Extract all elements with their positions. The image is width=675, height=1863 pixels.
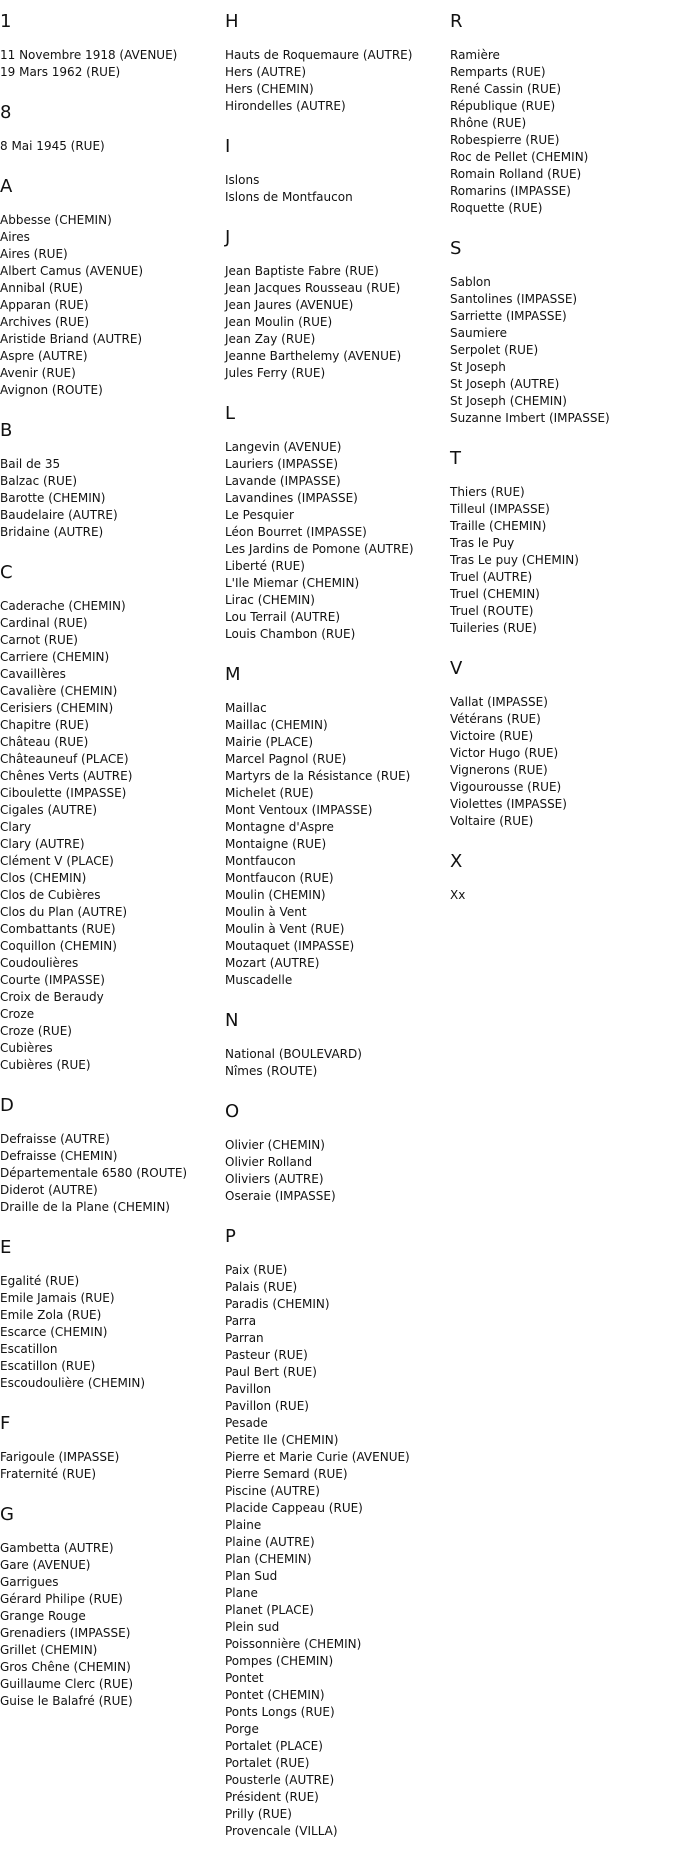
letter-group <box>225 229 445 382</box>
street-link[interactable]: Combattants (RUE) <box>0 922 116 936</box>
street-link[interactable]: Baudelaire (AUTRE) <box>0 508 118 522</box>
street-link[interactable]: Départementale 6580 (ROUTE) <box>0 1166 188 1180</box>
letter-group <box>225 1012 445 1080</box>
letter-group <box>450 660 670 830</box>
letter-group <box>0 1415 220 1483</box>
street-link[interactable]: Vallat (IMPASSE) <box>450 695 548 709</box>
letter-heading: N <box>225 1010 239 1031</box>
street-link[interactable]: Olivier Rolland <box>225 1155 313 1169</box>
street-link[interactable]: Roc de Pellet (CHEMIN) <box>450 150 589 164</box>
street-link[interactable]: Saumiere <box>450 326 508 340</box>
street-link[interactable]: Cavalière (CHEMIN) <box>0 684 118 698</box>
street-link[interactable]: Garrigues <box>0 1575 59 1589</box>
street-link[interactable]: Barotte (CHEMIN) <box>0 491 106 505</box>
street-link[interactable]: Ramière <box>450 48 500 62</box>
street-link[interactable]: Montfaucon (RUE) <box>225 871 334 885</box>
letter-heading: M <box>225 664 241 685</box>
street-link[interactable]: St Joseph <box>450 360 506 374</box>
street-link[interactable]: Aires (RUE) <box>0 247 68 261</box>
street-link[interactable]: Tras Le puy (CHEMIN) <box>450 553 579 567</box>
street-link[interactable]: Albert Camus (AVENUE) <box>0 264 144 278</box>
street-link[interactable]: Tuileries (RUE) <box>450 621 537 635</box>
street-link[interactable]: Defraisse (CHEMIN) <box>0 1149 118 1163</box>
street-link[interactable]: Oseraie (IMPASSE) <box>225 1189 336 1203</box>
street-link[interactable]: Croix de Beraudy <box>0 990 104 1004</box>
street-link[interactable]: Mairie (PLACE) <box>225 735 314 749</box>
street-link[interactable]: Pasteur (RUE) <box>225 1348 308 1362</box>
street-link[interactable]: Parra <box>225 1314 257 1328</box>
letter-heading: I <box>225 136 231 157</box>
street-link[interactable]: Les Jardins de Pomone (AUTRE) <box>225 542 414 556</box>
street-link[interactable]: Vétérans (RUE) <box>450 712 541 726</box>
street-link[interactable]: Pontet (CHEMIN) <box>225 1688 325 1702</box>
street-link[interactable]: Emile Zola (RUE) <box>0 1308 102 1322</box>
street-link[interactable]: Coquillon (CHEMIN) <box>0 939 117 953</box>
street-link[interactable]: Draille de la Plane (CHEMIN) <box>0 1200 170 1214</box>
street-link[interactable]: Thiers (RUE) <box>450 485 525 499</box>
letter-group <box>450 13 670 217</box>
street-link[interactable]: L'Ile Miemar (CHEMIN) <box>225 576 360 590</box>
street-link[interactable]: Nîmes (ROUTE) <box>225 1064 318 1078</box>
street-link[interactable]: Traille (CHEMIN) <box>450 519 547 533</box>
street-link[interactable]: Avenir (RUE) <box>0 366 76 380</box>
street-link[interactable]: Paix (RUE) <box>225 1263 288 1277</box>
street-link[interactable]: Avignon (ROUTE) <box>0 383 103 397</box>
street-link[interactable]: Grenadiers (IMPASSE) <box>0 1626 131 1640</box>
letter-heading: E <box>0 1237 12 1258</box>
street-link[interactable]: Jean Moulin (RUE) <box>225 315 333 329</box>
street-link[interactable]: Cigales (AUTRE) <box>0 803 98 817</box>
street-link[interactable]: Clary <box>0 820 32 834</box>
street-link[interactable]: Truel (CHEMIN) <box>450 587 540 601</box>
street-link[interactable]: Petite Ile (CHEMIN) <box>225 1433 339 1447</box>
street-link[interactable]: Cubières (RUE) <box>0 1058 91 1072</box>
letter-heading: X <box>450 851 463 872</box>
street-link[interactable]: Aristide Briand (AUTRE) <box>0 332 143 346</box>
street-link[interactable]: Carnot (RUE) <box>0 633 78 647</box>
letter-heading: F <box>0 1413 11 1434</box>
street-column-1 <box>0 13 220 1733</box>
street-link[interactable]: Poissonnière (CHEMIN) <box>225 1637 362 1651</box>
street-link[interactable]: Lou Terrail (AUTRE) <box>225 610 341 624</box>
street-link[interactable]: Piscine (AUTRE) <box>225 1484 320 1498</box>
street-link[interactable]: Jeanne Barthelemy (AVENUE) <box>225 349 402 363</box>
street-link[interactable]: Clos du Plan (AUTRE) <box>0 905 128 919</box>
street-link[interactable]: Portalet (PLACE) <box>225 1739 323 1753</box>
letter-group <box>225 13 445 115</box>
street-link[interactable]: Pavillon (RUE) <box>225 1399 309 1413</box>
letter-group <box>0 422 220 541</box>
street-link[interactable]: Pesade <box>225 1416 268 1430</box>
street-link[interactable]: Palais (RUE) <box>225 1280 298 1294</box>
street-link[interactable]: Gambetta (AUTRE) <box>0 1541 114 1555</box>
street-link[interactable]: Farigoule (IMPASSE) <box>0 1450 120 1464</box>
letter-group <box>0 564 220 1074</box>
street-link[interactable]: Grillet (CHEMIN) <box>0 1643 98 1657</box>
street-column-2 <box>225 13 445 1863</box>
letter-group <box>450 240 670 427</box>
street-link[interactable]: Guise le Balafré (RUE) <box>0 1694 133 1708</box>
street-link[interactable]: Léon Bourret (IMPASSE) <box>225 525 367 539</box>
street-link[interactable]: Placide Cappeau (RUE) <box>225 1501 363 1515</box>
street-link[interactable]: Violettes (IMPASSE) <box>450 797 567 811</box>
street-link[interactable]: National (BOULEVARD) <box>225 1047 362 1061</box>
street-link[interactable]: Santolines (IMPASSE) <box>450 292 578 306</box>
street-link[interactable]: Jules Ferry (RUE) <box>225 366 326 380</box>
street-link[interactable]: Robespierre (RUE) <box>450 133 560 147</box>
street-link[interactable]: Pompes (CHEMIN) <box>225 1654 334 1668</box>
street-link[interactable]: Lirac (CHEMIN) <box>225 593 315 607</box>
letter-group <box>450 853 670 904</box>
street-link[interactable]: Tras le Puy <box>450 536 515 550</box>
street-link[interactable]: Sarriette (IMPASSE) <box>450 309 567 323</box>
street-link[interactable]: 19 Mars 1962 (RUE) <box>0 65 121 79</box>
street-link[interactable]: Jean Zay (RUE) <box>225 332 316 346</box>
street-link[interactable]: Serpolet (RUE) <box>450 343 539 357</box>
street-link[interactable]: Gare (AVENUE) <box>0 1558 91 1572</box>
street-link[interactable]: Portalet (RUE) <box>225 1756 310 1770</box>
street-link[interactable]: Islons de Montfaucon <box>225 190 353 204</box>
letter-group <box>225 1228 445 1840</box>
street-link[interactable]: République (RUE) <box>450 99 556 113</box>
street-link[interactable]: Clos (CHEMIN) <box>0 871 87 885</box>
street-link[interactable]: Cerisiers (CHEMIN) <box>0 701 114 715</box>
street-link[interactable]: Châteauneuf (PLACE) <box>0 752 129 766</box>
street-link[interactable]: Escarce (CHEMIN) <box>0 1325 108 1339</box>
street-link[interactable]: Truel (AUTRE) <box>450 570 533 584</box>
street-link[interactable]: Marcel Pagnol (RUE) <box>225 752 347 766</box>
street-link[interactable]: Romain Rolland (RUE) <box>450 167 582 181</box>
street-link[interactable]: Balzac (RUE) <box>0 474 78 488</box>
street-link[interactable]: Emile Jamais (RUE) <box>0 1291 115 1305</box>
letter-group <box>0 178 220 399</box>
letter-group <box>0 1506 220 1710</box>
street-link[interactable]: Ponts Longs (RUE) <box>225 1705 335 1719</box>
street-link[interactable]: Paradis (CHEMIN) <box>225 1297 330 1311</box>
street-link[interactable]: Clos de Cubières <box>0 888 101 902</box>
letter-heading: G <box>0 1504 14 1525</box>
street-link[interactable]: Langevin (AVENUE) <box>225 440 342 454</box>
street-link[interactable]: Hauts de Roquemaure (AUTRE) <box>225 48 413 62</box>
street-link[interactable]: Montaigne (RUE) <box>225 837 327 851</box>
letter-group <box>225 666 445 989</box>
letter-heading: J <box>225 227 231 248</box>
street-link[interactable]: Bridaine (AUTRE) <box>0 525 104 539</box>
street-link[interactable]: Aires <box>0 230 30 244</box>
street-link[interactable]: Parran <box>225 1331 264 1345</box>
street-link[interactable]: Pavillon <box>225 1382 272 1396</box>
street-link[interactable]: Jean Baptiste Fabre (RUE) <box>225 264 379 278</box>
street-link[interactable]: Clary (AUTRE) <box>0 837 85 851</box>
street-link[interactable]: Prilly (RUE) <box>225 1807 292 1821</box>
street-link[interactable]: Lavandines (IMPASSE) <box>225 491 358 505</box>
letter-heading: H <box>225 11 239 32</box>
street-link[interactable]: Vignerons (RUE) <box>450 763 548 777</box>
street-link[interactable]: Plaine (AUTRE) <box>225 1535 315 1549</box>
street-link[interactable]: Pousterle (AUTRE) <box>225 1773 335 1787</box>
street-link[interactable]: Aspre (AUTRE) <box>0 349 88 363</box>
street-link[interactable]: Moulin à Vent <box>225 905 307 919</box>
street-link[interactable]: Oliviers (AUTRE) <box>225 1172 324 1186</box>
letter-heading: C <box>0 562 13 583</box>
street-link[interactable]: Roquette (RUE) <box>450 201 543 215</box>
street-link[interactable]: Pierre et Marie Curie (AVENUE) <box>225 1450 410 1464</box>
street-link[interactable]: Victor Hugo (RUE) <box>450 746 559 760</box>
street-link[interactable]: St Joseph (AUTRE) <box>450 377 560 391</box>
street-link[interactable]: Grange Rouge <box>0 1609 86 1623</box>
street-link[interactable]: Michelet (RUE) <box>225 786 314 800</box>
street-link[interactable]: Jean Jacques Rousseau (RUE) <box>225 281 401 295</box>
street-link[interactable]: Planet (PLACE) <box>225 1603 314 1617</box>
street-link[interactable]: Maillac (CHEMIN) <box>225 718 328 732</box>
street-link[interactable]: Tilleul (IMPASSE) <box>450 502 550 516</box>
street-link[interactable]: Voltaire (RUE) <box>450 814 534 828</box>
street-link[interactable]: Montagne d'Aspre <box>225 820 334 834</box>
street-link[interactable]: Clément V (PLACE) <box>0 854 114 868</box>
street-link[interactable]: Ciboulette (IMPASSE) <box>0 786 127 800</box>
street-link[interactable]: Jean Jaures (AVENUE) <box>225 298 354 312</box>
street-link[interactable]: Truel (ROUTE) <box>450 604 534 618</box>
street-link[interactable]: St Joseph (CHEMIN) <box>450 394 567 408</box>
street-link[interactable]: Hers (AUTRE) <box>225 65 307 79</box>
street-column-3 <box>450 13 670 927</box>
street-link[interactable]: Islons <box>225 173 260 187</box>
letter-heading: O <box>225 1101 240 1122</box>
street-link[interactable]: Rhône (RUE) <box>450 116 527 130</box>
street-link[interactable]: Escatillon <box>0 1342 58 1356</box>
street-link[interactable]: Annibal (RUE) <box>0 281 83 295</box>
street-link[interactable]: Sablon <box>450 275 491 289</box>
street-link[interactable]: Paul Bert (RUE) <box>225 1365 317 1379</box>
street-link[interactable]: Archives (RUE) <box>0 315 90 329</box>
street-link[interactable]: Plaine <box>225 1518 262 1532</box>
letter-heading: A <box>0 176 13 197</box>
street-link[interactable]: Mozart (AUTRE) <box>225 956 320 970</box>
street-link[interactable]: Escatillon (RUE) <box>0 1359 96 1373</box>
street-link[interactable]: Louis Chambon (RUE) <box>225 627 356 641</box>
letter-group <box>0 1097 220 1216</box>
street-link[interactable]: Lavande (IMPASSE) <box>225 474 341 488</box>
letter-heading: 1 <box>0 11 12 32</box>
street-link[interactable]: Hirondelles (AUTRE) <box>225 99 346 113</box>
street-link[interactable]: Gérard Philipe (RUE) <box>0 1592 123 1606</box>
letter-group <box>0 104 220 155</box>
street-link[interactable]: Porge <box>225 1722 259 1736</box>
letter-group <box>225 1103 445 1205</box>
letter-heading: V <box>450 658 463 679</box>
street-link[interactable]: Carriere (CHEMIN) <box>0 650 110 664</box>
street-link[interactable]: Caderache (CHEMIN) <box>0 599 126 613</box>
street-link[interactable]: Gros Chêne (CHEMIN) <box>0 1660 131 1674</box>
street-link[interactable]: Apparan (RUE) <box>0 298 89 312</box>
street-link[interactable]: Bail de 35 <box>0 457 61 471</box>
street-link[interactable]: Muscadelle <box>225 973 293 987</box>
street-link[interactable]: Moutaquet (IMPASSE) <box>225 939 355 953</box>
letter-heading: 8 <box>0 102 12 123</box>
letter-heading: D <box>0 1095 14 1116</box>
street-link[interactable]: Defraisse (AUTRE) <box>0 1132 110 1146</box>
street-link[interactable]: Plane <box>225 1586 258 1600</box>
street-link[interactable]: Remparts (RUE) <box>450 65 546 79</box>
letter-heading: L <box>225 403 236 424</box>
street-link[interactable]: Vigourousse (RUE) <box>450 780 562 794</box>
street-link[interactable]: Chapitre (RUE) <box>0 718 89 732</box>
street-link[interactable]: Suzanne Imbert (IMPASSE) <box>450 411 610 425</box>
street-link[interactable]: Le Pesquier <box>225 508 294 522</box>
street-link[interactable]: Plein sud <box>225 1620 280 1634</box>
street-link[interactable]: Olivier (CHEMIN) <box>225 1138 325 1152</box>
street-link[interactable]: Abbesse (CHEMIN) <box>0 213 112 227</box>
street-link[interactable]: 11 Novembre 1918 (AVENUE) <box>0 48 178 62</box>
street-link[interactable]: 8 Mai 1945 (RUE) <box>0 139 105 153</box>
street-link[interactable]: Maillac <box>225 701 267 715</box>
street-link[interactable]: Moulin à Vent (RUE) <box>225 922 345 936</box>
street-link[interactable]: Pierre Semard (RUE) <box>225 1467 348 1481</box>
street-link[interactable]: Moulin (CHEMIN) <box>225 888 326 902</box>
street-link[interactable]: Chênes Verts (AUTRE) <box>0 769 133 783</box>
street-link[interactable]: Château (RUE) <box>0 735 89 749</box>
street-link[interactable]: Guillaume Clerc (RUE) <box>0 1677 133 1691</box>
letter-group <box>450 450 670 637</box>
street-link[interactable]: Xx <box>450 888 466 902</box>
street-link[interactable]: Courte (IMPASSE) <box>0 973 105 987</box>
street-link[interactable]: Diderot (AUTRE) <box>0 1183 98 1197</box>
street-link[interactable]: Cavaillères <box>0 667 66 681</box>
letter-heading: R <box>450 11 463 32</box>
street-link[interactable]: Pontet <box>225 1671 264 1685</box>
street-link[interactable]: Croze <box>0 1007 35 1021</box>
street-link[interactable]: Fraternité (RUE) <box>0 1467 97 1481</box>
letter-heading: P <box>225 1226 236 1247</box>
street-link[interactable]: Plan Sud <box>225 1569 278 1583</box>
letter-group <box>0 13 220 81</box>
street-link[interactable]: René Cassin (RUE) <box>450 82 562 96</box>
street-link[interactable]: Cardinal (RUE) <box>0 616 88 630</box>
street-link[interactable]: Montfaucon <box>225 854 296 868</box>
letter-group <box>0 1239 220 1392</box>
street-link[interactable]: Plan (CHEMIN) <box>225 1552 312 1566</box>
street-link[interactable]: Egalité (RUE) <box>0 1274 80 1288</box>
letter-heading: B <box>0 420 13 441</box>
letter-heading: T <box>450 448 461 469</box>
street-link[interactable]: Martyrs de la Résistance (RUE) <box>225 769 411 783</box>
street-link[interactable]: Croze (RUE) <box>0 1024 72 1038</box>
letter-heading: S <box>450 238 462 259</box>
street-link[interactable]: Coudoulières <box>0 956 79 970</box>
street-link[interactable]: Mont Ventoux (IMPASSE) <box>225 803 373 817</box>
street-link[interactable]: Président (RUE) <box>225 1790 319 1804</box>
street-link[interactable]: Cubières <box>0 1041 53 1055</box>
letter-group <box>225 138 445 206</box>
street-link[interactable]: Lauriers (IMPASSE) <box>225 457 339 471</box>
letter-group <box>225 405 445 643</box>
street-link[interactable]: Provencale (VILLA) <box>225 1824 338 1838</box>
street-link[interactable]: Hers (CHEMIN) <box>225 82 314 96</box>
street-link[interactable]: Victoire (RUE) <box>450 729 534 743</box>
street-link[interactable]: Romarins (IMPASSE) <box>450 184 571 198</box>
street-link[interactable]: Escoudoulière (CHEMIN) <box>0 1376 146 1390</box>
street-link[interactable]: Liberté (RUE) <box>225 559 305 573</box>
